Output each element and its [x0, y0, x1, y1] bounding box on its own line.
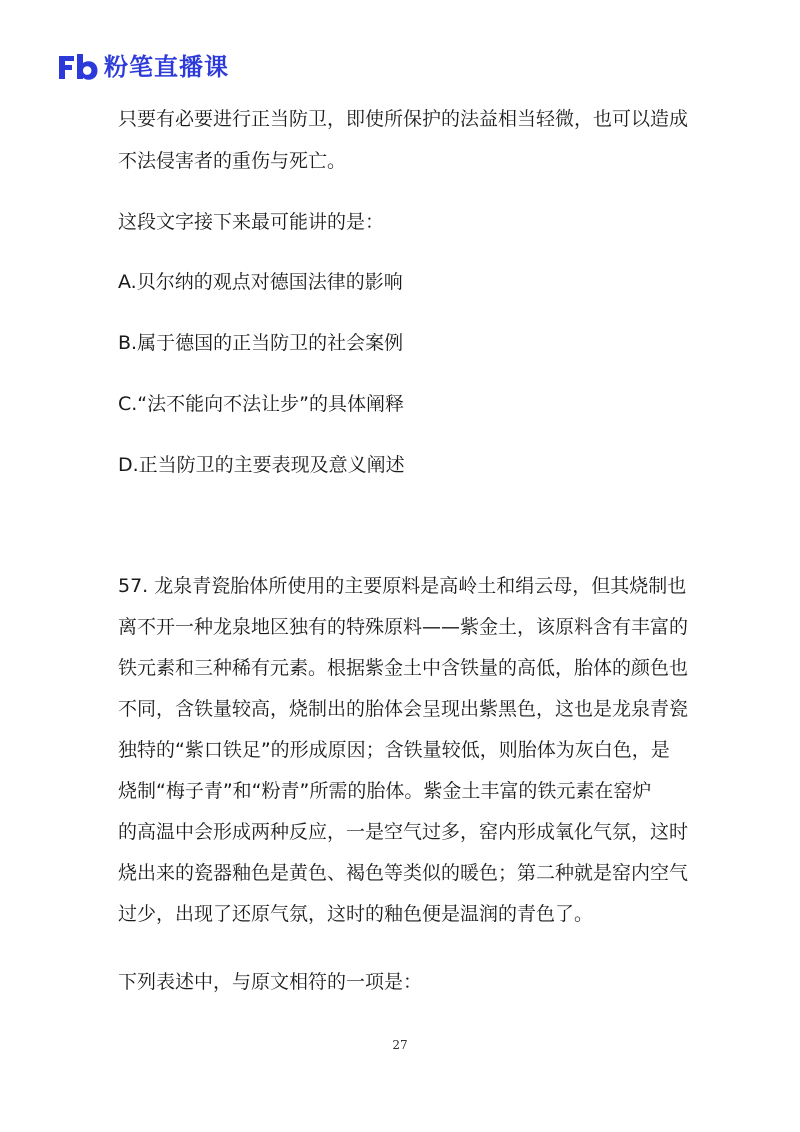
- question-57-line: 铁元素和三种稀有元素。根据紫金土中含铁量的高低，胎体的颜色也: [118, 657, 689, 679]
- option-b: B.属于德国的正当防卫的社会案例: [118, 332, 404, 354]
- passage-line: 不法侵害者的重伤与死亡。: [118, 150, 347, 172]
- page-number: 27: [392, 1038, 408, 1052]
- question-57-line: 离不开一种龙泉地区独有的特殊原料——紫金土，该原料含有丰富的: [118, 616, 689, 638]
- fb-logo-icon: [56, 52, 100, 82]
- question-57-line: 独特的“紫口铁足”的形成原因；含铁量较低，则胎体为灰白色，是: [118, 739, 670, 761]
- question-57-line: 的高温中会形成两种反应，一是空气过多，窑内形成氧化气氛，这时: [118, 821, 689, 843]
- question-57-line: 过少，出现了还原气氛，这时的釉色便是温润的青色了。: [118, 903, 594, 925]
- question-56-prompt: 这段文字接下来最可能讲的是：: [118, 211, 385, 233]
- logo-text: 粉笔直播课: [104, 53, 229, 81]
- option-a: A.贝尔纳的观点对德国法律的影响: [118, 271, 403, 293]
- brand-logo: [56, 50, 229, 84]
- question-57-line: 烧制“梅子青”和“粉青”所需的胎体。紫金土丰富的铁元素在窑炉: [118, 780, 652, 802]
- option-d: D.正当防卫的主要表现及意义阐述: [118, 454, 405, 476]
- question-57-line: 不同，含铁量较高，烧制出的胎体会呈现出紫黑色，这也是龙泉青瓷: [118, 698, 689, 720]
- passage-line: 只要有必要进行正当防卫，即使所保护的法益相当轻微，也可以造成: [118, 108, 689, 130]
- option-c: C.“法不能向不法让步”的具体阐释: [118, 393, 404, 415]
- question-57-prompt: 下列表述中，与原文相符的一项是：: [118, 971, 423, 993]
- question-57-line: 烧出来的瓷器釉色是黄色、褐色等类似的暖色；第二种就是窑内空气: [118, 862, 689, 884]
- question-57-line: 57. 龙泉青瓷胎体所使用的主要原料是高岭土和绢云母，但其烧制也: [118, 575, 687, 597]
